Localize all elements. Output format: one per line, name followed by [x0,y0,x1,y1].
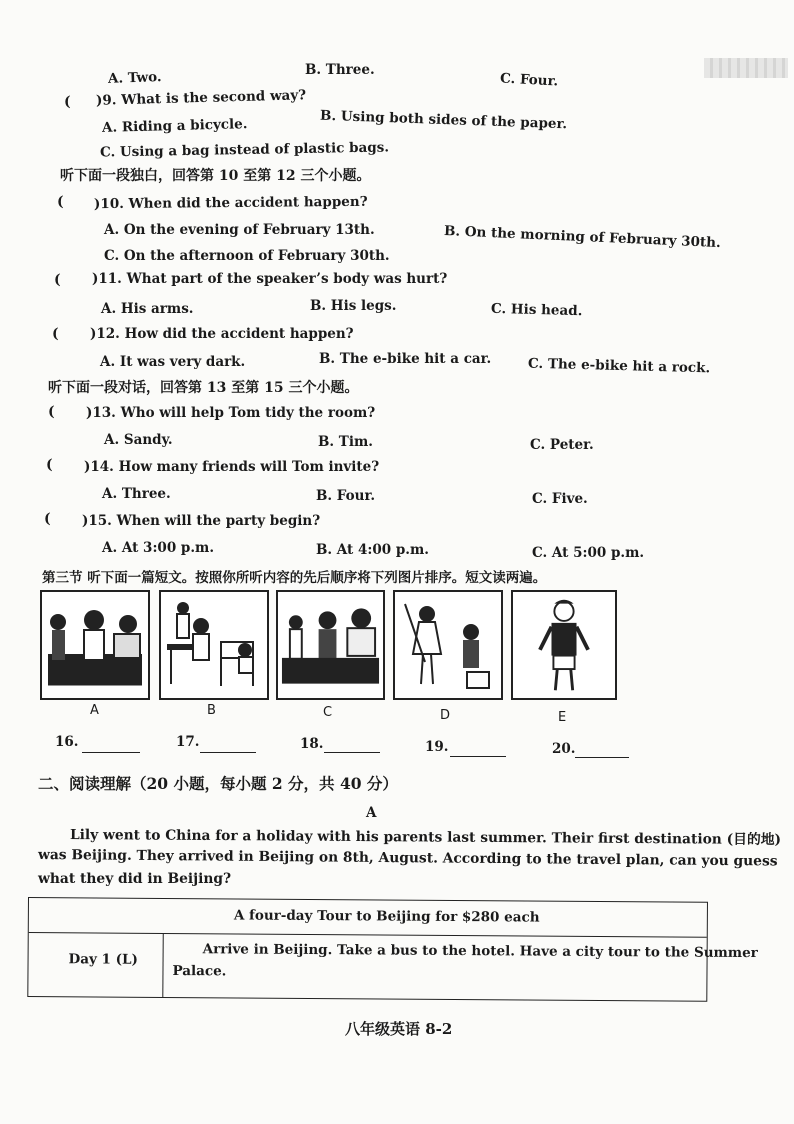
picture-d [393,590,503,700]
day1-plan-line-2: Palace. [172,963,227,980]
picture-b [159,590,269,700]
q9-option-a: A. Riding a bicycle. [101,116,248,136]
q9-question: )9. What is the second way? [95,87,307,109]
answer-bracket-11[interactable]: ( [54,272,61,288]
answer-bracket-14[interactable]: ( [46,457,53,473]
section-dialog-instruction: 听下面一段对话，回答第 13 至第 15 三个小题。 [48,380,359,396]
q8-option-b: B. Three. [305,62,375,78]
q11-question: )11. What part of the speaker’s body was hurt? [92,271,448,287]
q9-option-b: B. Using both sides of the paper. [319,107,568,133]
answer-bracket-12[interactable]: ( [52,326,59,342]
blank-label-16: 16. [55,734,79,750]
day1-label: Day 1 (L) [68,951,138,968]
q14-question: )14. How many friends will Tom invite? [84,459,380,475]
table-day1-cell [28,933,163,997]
q11-option-b: B. His legs. [310,298,397,314]
blank-label-18: 18. [300,736,324,752]
q14-option-a: A. Three. [102,486,171,502]
picture-a [40,590,150,700]
answer-bracket-9[interactable]: ( [64,94,71,110]
q8-option-c: C. Four. [499,70,559,90]
answer-blank-20[interactable] [575,757,629,758]
picture-label-e: E [558,710,567,725]
answer-blank-19[interactable] [450,756,506,757]
q12-option-c: C. The e-bike hit a rock. [527,355,711,377]
q13-option-b: B. Tim. [318,434,373,450]
q14-option-b: B. Four. [316,488,376,504]
part2-heading: 二、阅读理解（20 小题，每小题 2 分，共 40 分） [38,774,398,793]
q8-option-a: A. Two. [107,69,162,87]
section3-instruction: 第三节 听下面一篇短文。按照你所听内容的先后顺序将下列图片排序。短文读两遍。 [42,570,547,586]
blank-label-20: 20. [552,741,576,757]
passage-line-1: Lily went to China for a holiday with his parents last summer. Their first destination (目的地) [69,827,782,848]
picture-label-d: D [440,708,451,723]
day1-plan-line-1: Arrive in Beijing. Take a bus to the hotel. Have a city tour to the Summer [202,941,758,962]
q11-option-a: A. His arms. [101,301,194,317]
q10-option-c: C. On the afternoon of February 30th. [104,248,390,264]
scan-artifact [704,58,788,78]
answer-bracket-10[interactable]: ( [57,194,64,210]
q15-question: )15. When will the party begin? [82,513,321,529]
q10-option-a: A. On the evening of February 13th. [104,222,375,238]
answer-blank-17[interactable] [200,752,256,753]
boy-standing-illustration [513,592,615,698]
passage-letter: A [366,805,377,821]
q12-option-b: B. The e-bike hit a car. [319,351,492,367]
picture-e [511,590,617,700]
answer-bracket-15[interactable]: ( [44,511,51,527]
q14-option-c: C. Five. [532,491,588,507]
q15-option-c: C. At 5:00 p.m. [532,545,645,561]
page-footer: 八年级英语 8-2 [345,1020,453,1038]
picture-label-b: B [207,703,216,718]
q10-question: )10. When did the accident happen? [93,193,368,213]
picture-label-a: A [90,703,99,718]
q13-option-c: C. Peter. [530,437,594,453]
cleaning-illustration [395,592,501,698]
q15-option-a: A. At 3:00 p.m. [102,540,215,556]
table-title: A four-day Tour to Beijing for $280 each [233,907,540,926]
q12-question: )12. How did the accident happen? [90,326,354,342]
q10-option-b: B. On the morning of February 30th. [443,223,722,252]
passage-line-3: what they did in Beijing? [38,871,232,887]
classroom-illustration [161,592,267,698]
table-title-row [29,898,707,938]
family-sofa-illustration [42,592,148,698]
answer-blank-18[interactable] [324,752,380,753]
blank-label-17: 17. [176,734,200,750]
q15-option-b: B. At 4:00 p.m. [316,542,429,558]
picture-c [276,590,385,700]
blank-label-19: 19. [425,739,449,755]
picture-label-c: C [323,705,333,720]
section-monologue-instruction: 听下面一段独白，回答第 10 至第 12 三个小题。 [60,168,371,184]
q9-option-c: C. Using a bag instead of plastic bags. [99,139,390,161]
tour-plan-table [27,897,758,1002]
q12-option-a: A. It was very dark. [100,354,246,370]
answer-blank-16[interactable] [82,752,140,753]
group-sofa-illustration [278,592,383,698]
q11-option-c: C. His head. [490,300,583,320]
passage-line-2: was Beijing. They arrived in Beijing on 8th, August. According to the travel plan, can you guess [37,847,778,870]
answer-bracket-13[interactable]: ( [48,404,55,420]
q13-option-a: A. Sandy. [104,432,173,448]
q13-question: )13. Who will help Tom tidy the room? [86,405,376,421]
